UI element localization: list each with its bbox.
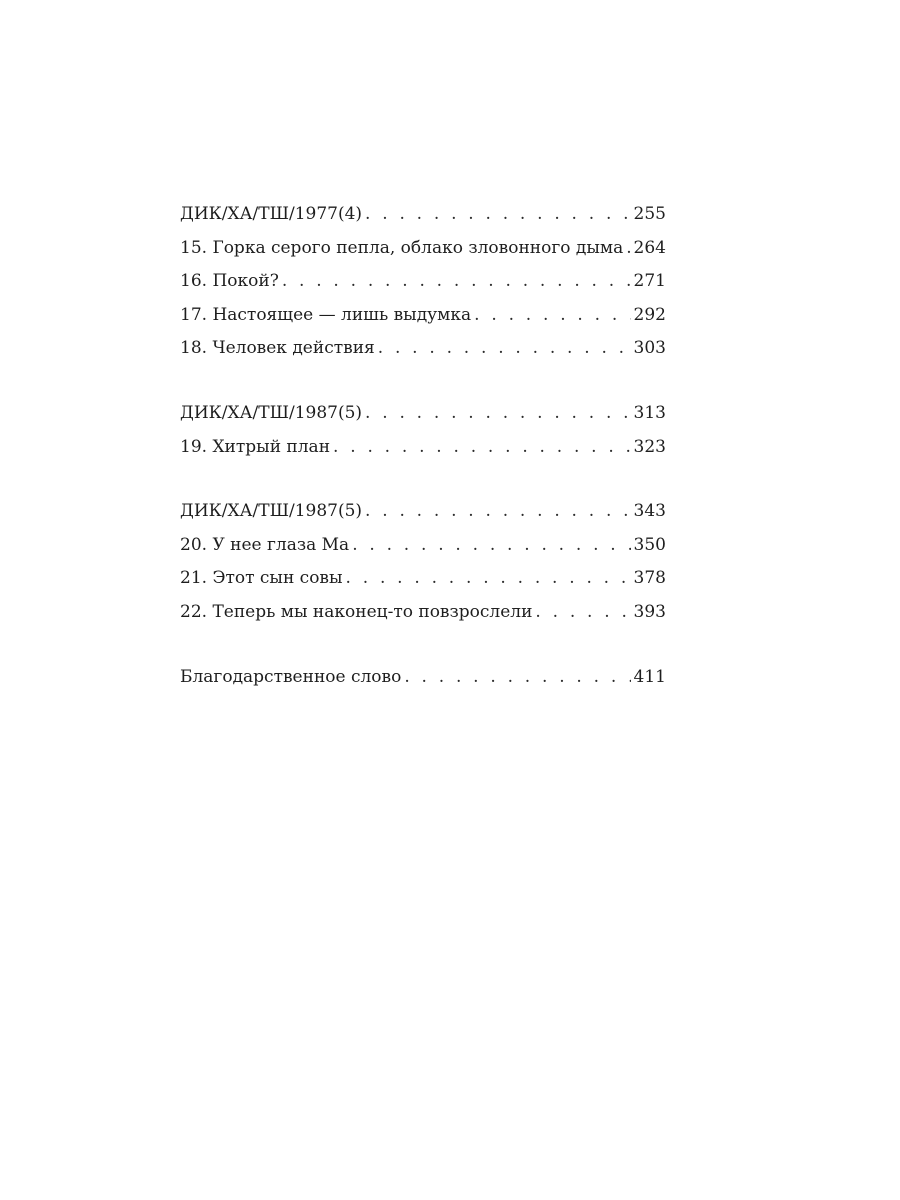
toc-dot-leader bbox=[404, 661, 630, 695]
toc-entry-title: 18. Человек действия bbox=[180, 338, 375, 359]
toc-entry bbox=[180, 198, 666, 232]
toc-section-2 bbox=[180, 397, 666, 464]
toc-entry-title: ДИК/ХА/ТШ/1987(5) bbox=[180, 402, 363, 423]
toc-entry bbox=[180, 596, 666, 630]
toc-entry-title: 19. Хитрый план bbox=[180, 436, 331, 457]
toc-dot-leader bbox=[365, 397, 631, 431]
toc-entry-title: 16. Покой? bbox=[180, 271, 279, 292]
toc-dot-leader bbox=[365, 198, 631, 232]
toc-entry bbox=[180, 332, 666, 366]
toc-entry bbox=[180, 495, 666, 529]
toc-entry bbox=[180, 265, 666, 299]
toc-entry-page: 411 bbox=[633, 666, 666, 687]
toc-dot-leader bbox=[378, 332, 631, 366]
toc-entry-page: 323 bbox=[633, 436, 666, 457]
toc-entry-title: 21. Этот сын совы bbox=[180, 568, 343, 589]
toc-entry-page: 313 bbox=[633, 402, 666, 423]
toc-entry-title: 15. Горка серого пепла, облако зловонного дыма bbox=[180, 237, 624, 258]
toc-entry bbox=[180, 661, 666, 695]
toc-dot-leader bbox=[282, 265, 631, 299]
toc-entry-title: 17. Настоящее — лишь выдумка bbox=[180, 304, 472, 325]
toc-entry-page: 343 bbox=[633, 501, 666, 522]
toc-dot-leader bbox=[535, 596, 630, 630]
toc-entry bbox=[180, 562, 666, 596]
toc-entry-page: 271 bbox=[633, 271, 666, 292]
toc-entry-title: 20. У нее глаза Ма bbox=[180, 534, 350, 555]
toc-entry bbox=[180, 232, 666, 266]
toc-dot-leader bbox=[346, 562, 631, 596]
toc-entry bbox=[180, 397, 666, 431]
table-of-contents bbox=[180, 198, 666, 725]
toc-section-4 bbox=[180, 661, 666, 695]
toc-entry-page: 264 bbox=[633, 237, 666, 258]
toc-entry-page: 292 bbox=[633, 304, 666, 325]
toc-entry-page: 350 bbox=[633, 534, 666, 555]
toc-entry-page: 378 bbox=[633, 568, 666, 589]
toc-entry-title: ДИК/ХА/ТШ/1977(4) bbox=[180, 204, 363, 224]
toc-dot-leader bbox=[474, 299, 630, 333]
toc-dot-leader bbox=[626, 232, 630, 266]
toc-entry bbox=[180, 299, 666, 333]
toc-entry-title: ДИК/ХА/ТШ/1987(5) bbox=[180, 501, 363, 522]
toc-entry-title: Благодарственное слово bbox=[180, 666, 402, 687]
toc-entry-page: 255 bbox=[633, 204, 666, 224]
toc-dot-leader bbox=[352, 529, 630, 563]
toc-dot-leader bbox=[365, 495, 631, 529]
toc-entry bbox=[180, 431, 666, 465]
toc-entry-page: 303 bbox=[633, 338, 666, 359]
toc-entry bbox=[180, 529, 666, 563]
toc-section-1 bbox=[180, 198, 666, 366]
toc-dot-leader bbox=[333, 431, 631, 465]
toc-section-3 bbox=[180, 495, 666, 629]
toc-entry-title: 22. Теперь мы наконец-то повзрослели bbox=[180, 601, 533, 622]
toc-entry-page: 393 bbox=[633, 601, 666, 622]
